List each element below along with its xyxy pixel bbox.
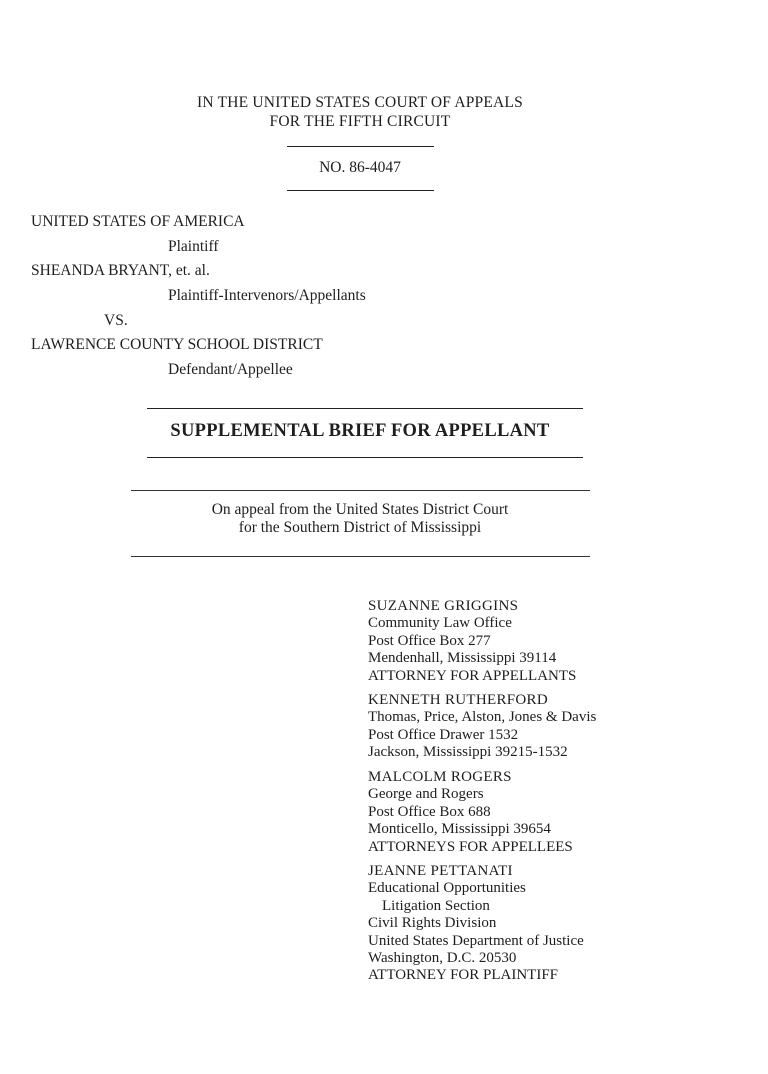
intervenor-name: SHEANDA BRYANT, et. al.: [31, 262, 210, 279]
appeal-rule-top: [131, 490, 590, 491]
attorney-line: Civil Rights Division: [368, 915, 497, 932]
attorney-name: JEANNE PETTANATI: [368, 863, 513, 879]
attorney-line: Monticello, Mississippi 39654: [368, 821, 551, 838]
appeal-line-2: for the Southern District of Mississippi: [238, 519, 482, 536]
title-rule-top: [147, 408, 583, 409]
defendant-role: Defendant/Appellee: [168, 361, 293, 378]
attorney-line: George and Rogers: [368, 786, 484, 803]
defendant-name: LAWRENCE COUNTY SCHOOL DISTRICT: [31, 336, 323, 353]
attorney-line: Thomas, Price, Alston, Jones & Davis: [368, 709, 597, 726]
attorney-rogers: [368, 769, 573, 856]
case-number-rule-bottom: [287, 190, 434, 191]
attorney-line: Litigation Section: [382, 897, 490, 914]
case-number: NO. 86-4047: [319, 159, 401, 176]
appeal-statement: [130, 501, 590, 537]
attorney-designation: ATTORNEYS FOR APPELLEES: [368, 838, 573, 855]
intervenor-role: Plaintiff-Intervenors/Appellants: [168, 287, 366, 304]
attorney-griggins: [368, 598, 576, 685]
brief-title: SUPPLEMENTAL BRIEF FOR APPELLANT: [170, 421, 550, 441]
case-number-rule-top: [287, 146, 434, 147]
attorney-designation: ATTORNEY FOR PLAINTIFF: [368, 967, 559, 984]
attorney-name: MALCOLM ROGERS: [368, 769, 512, 785]
court-heading-line-1: IN THE UNITED STATES COURT OF APPEALS: [197, 94, 523, 111]
attorney-line: Washington, D.C. 20530: [368, 950, 517, 967]
court-heading-line-2: FOR THE FIFTH CIRCUIT: [269, 113, 451, 130]
attorney-line: United States Department of Justice: [368, 932, 584, 949]
attorney-line: Jackson, Mississippi 39215-1532: [368, 744, 568, 761]
attorney-rutherford: [368, 692, 596, 762]
plaintiff-role: Plaintiff: [168, 238, 219, 255]
attorney-line: Community Law Office: [368, 615, 512, 632]
appeal-rule-bottom: [131, 556, 590, 557]
title-rule-bottom: [147, 457, 583, 458]
attorney-line: Post Office Box 688: [368, 803, 491, 820]
attorney-line: Post Office Drawer 1532: [368, 726, 519, 743]
attorney-designation: ATTORNEY FOR APPELLANTS: [368, 667, 577, 684]
attorney-line: Mendenhall, Mississippi 39114: [368, 650, 557, 667]
versus: VS.: [104, 312, 128, 329]
attorney-line: Educational Opportunities: [368, 880, 526, 897]
plaintiff-name: UNITED STATES OF AMERICA: [31, 213, 245, 230]
attorney-pettanati: [368, 863, 584, 985]
attorney-name: KENNETH RUTHERFORD: [368, 692, 548, 708]
court-heading: [130, 93, 590, 131]
appeal-line-1: On appeal from the United States District Court: [211, 501, 509, 518]
attorney-name: SUZANNE GRIGGINS: [368, 598, 519, 614]
attorney-line: Post Office Box 277: [368, 632, 491, 649]
